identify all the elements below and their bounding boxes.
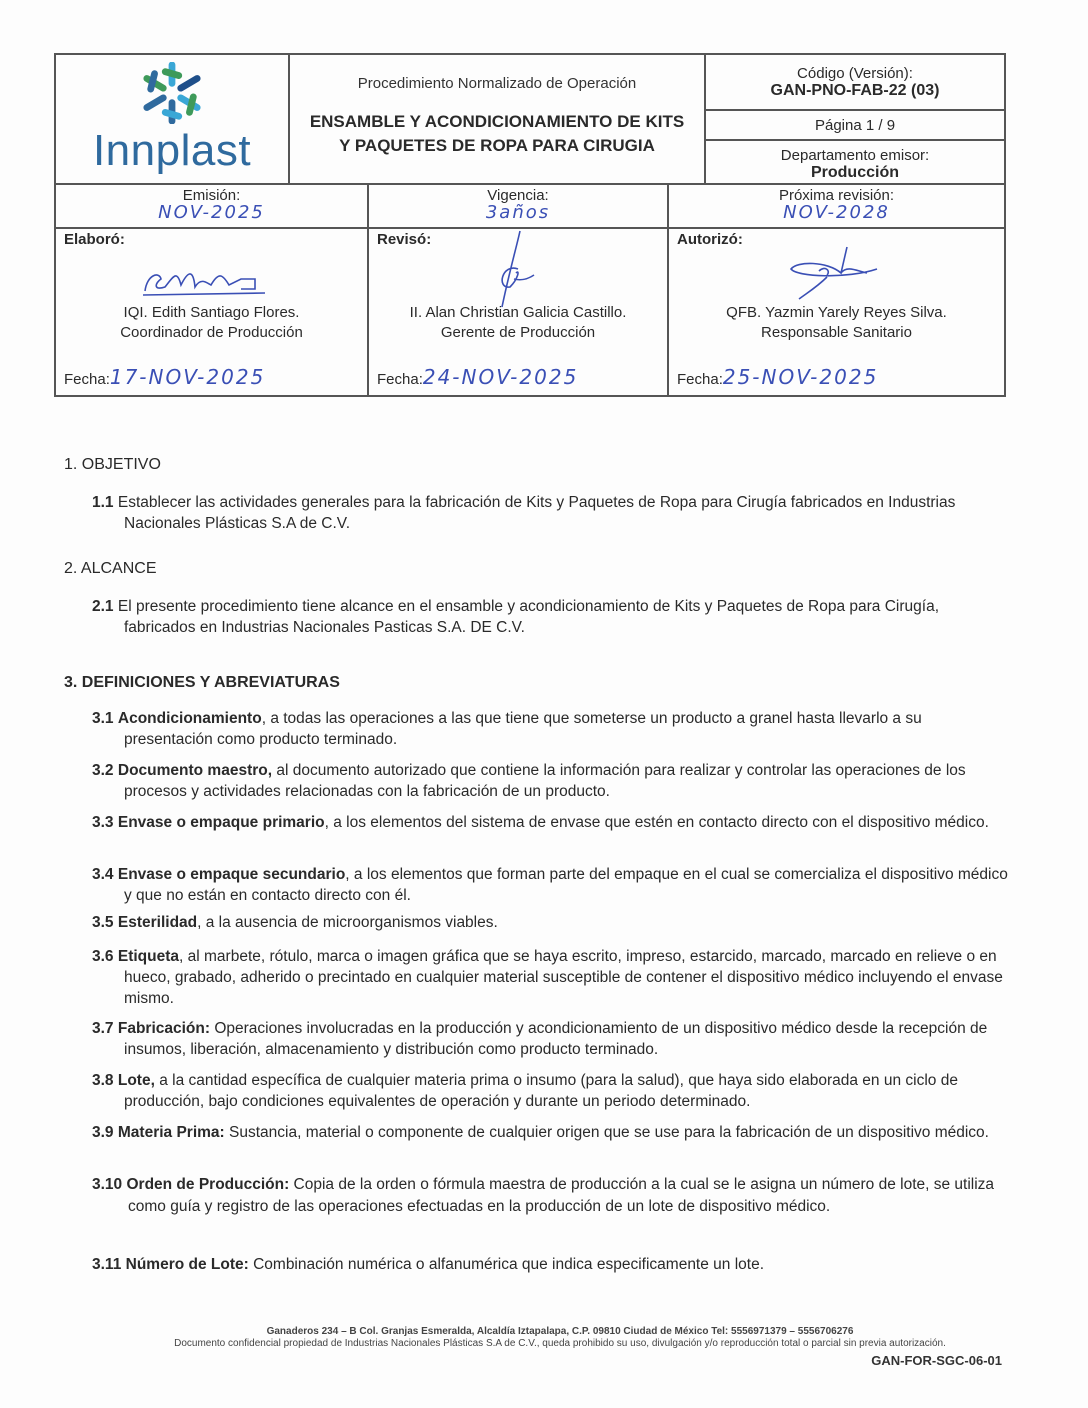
list-item	[92, 596, 1008, 638]
item-text: Establecer las actividades generales para la fabricación de Kits y Paquetes de Ropa para Cirugía fabricados en Industrias Nacionales Plásticas S.A de C.V.	[117, 494, 956, 532]
title-line-1: ENSAMBLE Y ACONDICIONAMIENTO DE KITS	[309, 112, 685, 131]
company-name: Innplast	[92, 126, 252, 175]
definition-item	[92, 708, 1008, 750]
definition-item	[92, 1254, 1008, 1275]
list-item	[92, 492, 1008, 534]
page-number: Página 1 / 9	[706, 111, 1004, 141]
emision-value: NOV-2025	[158, 202, 265, 223]
department-cell	[706, 141, 1004, 183]
item-text: , a los elementos que forman parte del empaque en el cual se comercializa el dispositivo médico y que no están en contacto directo con él.	[124, 866, 1008, 904]
department-label: Departamento emisor:	[780, 147, 930, 164]
section-heading-objetivo: 1. OBJETIVO	[64, 456, 161, 473]
signer-title: Responsable Sanitario	[761, 324, 912, 341]
item-term: Etiqueta	[117, 948, 180, 965]
signature-role-label: Elaboró:	[64, 231, 125, 248]
date-value: 24-NOV-2025	[422, 365, 579, 389]
item-text: Combinación numérica o alfanumérica que indica especificamente un lote.	[248, 1256, 765, 1273]
item-term: Lote,	[117, 1072, 155, 1089]
item-number: 3.9	[92, 1124, 114, 1141]
document-title-cell	[290, 55, 706, 183]
code-cell	[706, 55, 1004, 111]
footer-address: Ganaderos 234 – B Col. Granjas Esmeralda, Alcaldía Iztapalapa, C.P. 09810 Ciudad de México Tel: 5556971379 – 5556706276	[266, 1326, 854, 1337]
signature-date	[677, 365, 878, 389]
signature-date	[377, 365, 578, 389]
document-title	[290, 110, 704, 158]
vigencia-value: 3años	[485, 202, 551, 223]
definition-item	[92, 1122, 1008, 1143]
proxima-revision-value: NOV-2028	[783, 202, 890, 223]
item-number: 2.1	[92, 598, 114, 615]
company-logo	[56, 55, 290, 183]
code-value: GAN-PNO-FAB-22 (03)	[770, 82, 940, 99]
signature-reviso	[369, 229, 669, 395]
item-number: 3.1	[92, 710, 114, 727]
document-header-table	[54, 53, 1006, 397]
document-info-cell	[706, 55, 1004, 183]
handwritten-signature-icon	[669, 243, 1004, 305]
signer-name: II. Alan Christian Galicia Castillo.	[409, 304, 627, 321]
item-term: Materia Prima:	[117, 1124, 225, 1141]
signature-autorizo	[669, 229, 1004, 395]
definition-item	[92, 864, 1008, 906]
definition-item	[92, 1018, 1008, 1060]
signature-name-block	[669, 303, 1004, 343]
item-term: Documento maestro,	[117, 762, 273, 779]
emision-cell	[56, 185, 369, 227]
item-number: 3.6	[92, 948, 114, 965]
item-text: , a la ausencia de microorganismos viables.	[197, 914, 498, 931]
handwritten-signature-icon	[369, 229, 667, 309]
item-number: 3.3	[92, 814, 114, 831]
item-text: Sustancia, material o componente de cualquier origen que se use para la fabricación de un dispositivo médico.	[224, 1124, 989, 1141]
item-term: Envase o empaque secundario	[117, 866, 346, 883]
signature-elaboro	[56, 229, 369, 395]
item-number: 3.4	[92, 866, 114, 883]
signature-date	[64, 365, 265, 389]
item-number: 3.7	[92, 1020, 114, 1037]
item-number: 3.11	[92, 1256, 122, 1273]
date-value: 17-NOV-2025	[109, 365, 266, 389]
item-text: , a todas las operaciones a las que tiene que someterse un producto a granel hasta llevarlo a su presentación como producto terminado.	[124, 710, 922, 748]
definition-item	[92, 812, 1008, 833]
signature-role-label: Autorizó:	[677, 231, 743, 248]
definition-item	[92, 946, 1008, 1009]
date-label: Fecha:	[377, 371, 423, 388]
date-value: 25-NOV-2025	[722, 365, 879, 389]
date-label: Fecha:	[64, 371, 110, 388]
definition-item	[92, 1070, 1008, 1112]
section-heading-definiciones: 3. DEFINICIONES Y ABREVIATURAS	[64, 674, 340, 691]
date-label: Fecha:	[677, 371, 723, 388]
item-text: , al marbete, rótulo, marca o imagen gráfica que se haya escrito, impreso, estarcido, marcado, marcado en relieve o en hueco, grabado, adherido o precintado en cualquier material susceptible de contener el dispositivo médico incluyendo el envase mismo.	[124, 948, 1003, 1007]
document-type: Procedimiento Normalizado de Operación	[357, 75, 637, 92]
code-label: Código (Versión):	[797, 65, 913, 82]
section-heading-alcance: 2. ALCANCE	[64, 560, 157, 577]
snowflake-star-icon	[133, 62, 211, 124]
item-term: Orden de Producción:	[126, 1176, 290, 1193]
item-text: Operaciones involucradas en la producción y acondicionamiento de un dispositivo médico desde la recepción de insumos, liberación, almacenamiento y distribución como producto terminado.	[124, 1020, 988, 1058]
definition-item	[92, 1174, 1008, 1218]
footer-form-code: GAN-FOR-SGC-06-01	[871, 1353, 1002, 1368]
document-footer	[100, 1326, 1020, 1368]
item-term: Acondicionamiento	[117, 710, 262, 727]
definition-item	[92, 760, 1008, 802]
item-term: Fabricación:	[117, 1020, 211, 1037]
signature-name-block	[369, 303, 667, 343]
emision-label: Emisión:	[182, 187, 241, 204]
item-text: El presente procedimiento tiene alcance en el ensamble y acondicionamiento de Kits y Paquetes de Ropa para Cirugía, fabricados en Industrias Nacionales Pasticas S.A. DE C.V.	[117, 598, 940, 636]
handwritten-signature-icon	[56, 257, 367, 301]
item-text: al documento autorizado que contiene la información para realizar y controlar las operaciones de los procesos y actividades relacionadas con la fabricación de un producto.	[124, 762, 966, 800]
signer-name: IQI. Edith Santiago Flores.	[123, 304, 300, 321]
vigencia-cell	[369, 185, 669, 227]
signature-name-block	[56, 303, 367, 343]
item-text: , a los elementos del sistema de envase que estén en contacto directo con el dispositivo médico.	[324, 814, 989, 831]
item-number: 3.8	[92, 1072, 114, 1089]
signer-title: Coordinador de Producción	[120, 324, 303, 341]
item-text: a la cantidad específica de cualquier materia prima o insumo (para la salud), que haya sido elaborada en un ciclo de producción, bajo condiciones equivalentes de operación y durante un periodo determinado.	[124, 1072, 958, 1110]
item-term: Esterilidad	[117, 914, 198, 931]
signer-name: QFB. Yazmin Yarely Reyes Silva.	[726, 304, 947, 321]
vigencia-label: Vigencia:	[487, 187, 549, 204]
proxima-revision-cell	[669, 185, 1004, 227]
title-line-2: Y PAQUETES DE ROPA PARA CIRUGIA	[339, 136, 655, 155]
item-term: Número de Lote:	[125, 1256, 249, 1273]
item-number: 3.10	[92, 1176, 123, 1193]
item-term: Envase o empaque primario	[117, 814, 325, 831]
department-value: Producción	[810, 164, 899, 181]
definition-item	[92, 912, 1008, 933]
signer-title: Gerente de Producción	[440, 324, 596, 341]
signature-role-label: Revisó:	[377, 231, 432, 248]
footer-confidential-notice: Documento confidencial propiedad de Industrias Nacionales Plásticas S.A de C.V., queda prohibido su uso, divulgación y/o reproducción total o parcial sin previa autorización.	[174, 1338, 946, 1349]
item-number: 3.2	[92, 762, 114, 779]
item-number: 3.5	[92, 914, 114, 931]
item-number: 1.1	[92, 494, 114, 511]
proxima-revision-label: Próxima revisión:	[778, 187, 895, 204]
item-text: Copia de la orden o fórmula maestra de producción a la cual se le asigna un número de lote, se utiliza como guía y registro de las operaciones efectuadas en la producción de un lote de dispositivo médico.	[128, 1176, 995, 1215]
